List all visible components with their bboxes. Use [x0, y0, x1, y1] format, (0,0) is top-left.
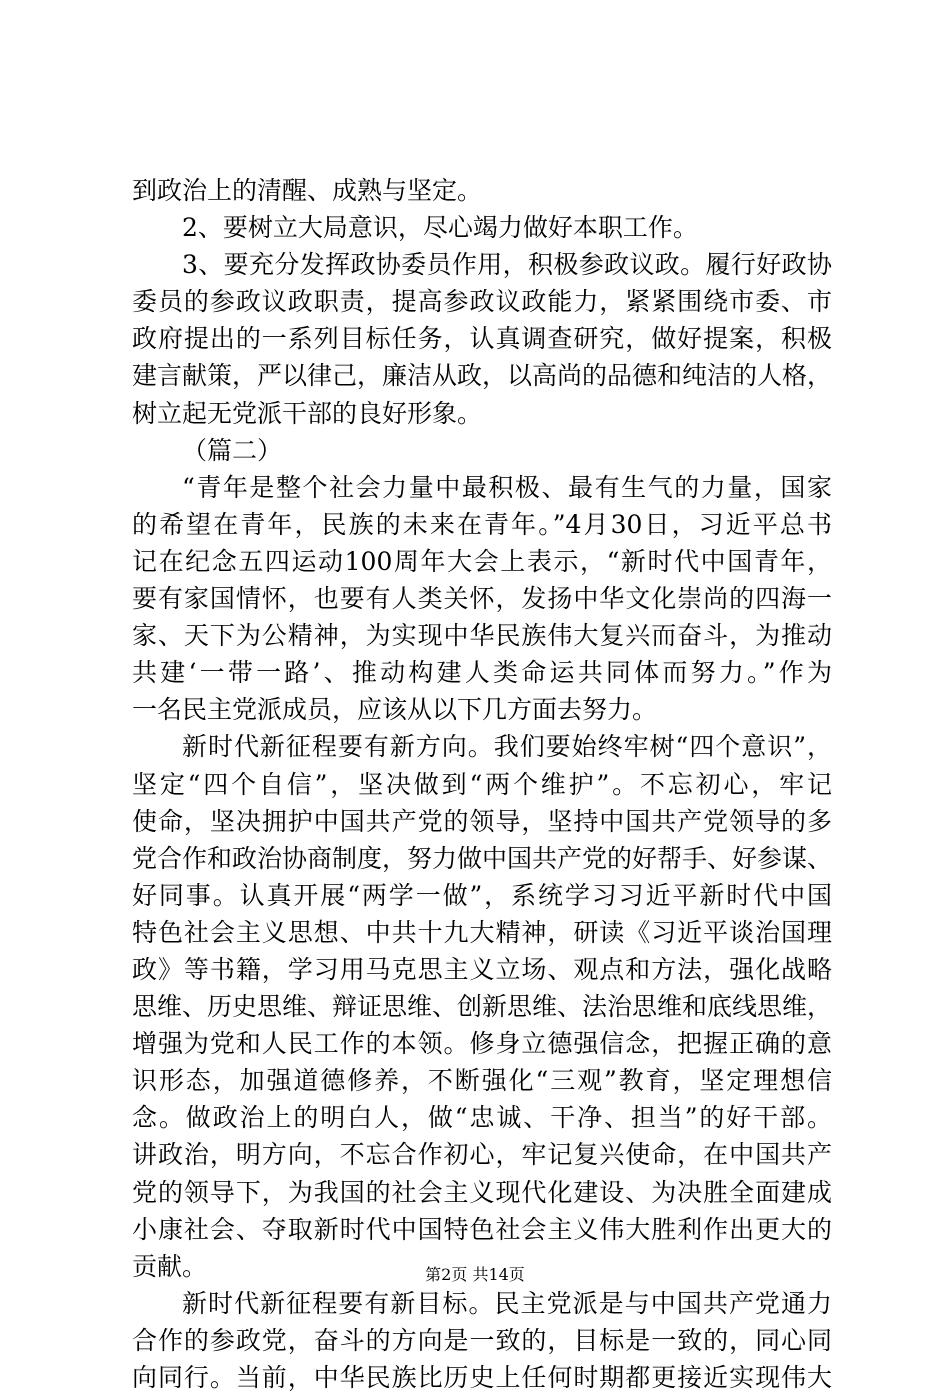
- text-line: 小康社会、夺取新时代中国特色社会主义伟大胜利作出更大的: [132, 1214, 832, 1244]
- document-body: [132, 172, 832, 1396]
- text-line: 讲政治，明方向，不忘合作初心，牢记复兴使命，在中国共产: [132, 1140, 832, 1170]
- text-line: 共建‘一带一路’、推动构建人类命运共同体而努力。”作为: [132, 658, 832, 688]
- text-line: 识形态，加强道德修养，不断强化“三观”教育，坚定理想信: [132, 1066, 832, 1096]
- paragraph-p5: [132, 469, 832, 729]
- text-line: 政府提出的一系列目标任务，认真调查研究，做好提案，积极: [132, 324, 832, 354]
- text-line: 委员的参政议政职责，提高参政议政能力，紧紧围绕市委、市: [132, 287, 832, 317]
- text-line: 一名民主党派成员，应该从以下几方面去努力。: [132, 695, 658, 725]
- paragraph-p7: [132, 1285, 832, 1396]
- text-line: 的希望在青年，民族的未来在青年。”4月30日，习近平总书: [132, 509, 832, 539]
- text-line: 合作的参政党，奋斗的方向是一致的，目标是一致的，同心同: [132, 1325, 832, 1355]
- text-line: 使命，坚决拥护中国共产党的领导，坚持中国共产党领导的多: [132, 806, 832, 836]
- text-line: （篇二）: [182, 435, 283, 465]
- text-line: 2、要树立大局意识，尽心竭力做好本职工作。: [182, 213, 698, 243]
- text-line: “青年是整个社会力量中最积极、最有生气的力量，国家: [182, 472, 832, 502]
- paragraph-p1: [132, 172, 832, 209]
- text-line: 3、要充分发挥政协委员作用，积极参政议政。履行好政协: [182, 250, 832, 280]
- text-line: 党的领导下，为我国的社会主义现代化建设、为决胜全面建成: [132, 1177, 832, 1207]
- text-line: 新时代新征程要有新方向。我们要始终牢树“四个意识”，: [182, 732, 832, 762]
- text-line: 好同事。认真开展“两学一做”，系统学习习近平新时代中国: [132, 880, 832, 910]
- text-line: 建言献策，严以律己，廉洁从政，以高尚的品德和纯洁的人格，: [132, 361, 833, 391]
- text-line: 记在纪念五四运动100周年大会上表示，“新时代中国青年，: [132, 546, 832, 576]
- text-line: 到政治上的清醒、成熟与坚定。: [132, 176, 483, 205]
- text-line: 增强为党和人民工作的本领。修身立德强信念，把握正确的意: [132, 1029, 832, 1059]
- paragraph-p3: [132, 246, 832, 431]
- page-number-footer: 第2页 共14页: [425, 1265, 525, 1284]
- text-line: 树立起无党派干部的良好形象。: [132, 398, 483, 428]
- paragraph-p6: [132, 728, 832, 1284]
- text-line: 党合作和政治协商制度，努力做中国共产党的好帮手、好参谋、: [132, 843, 833, 873]
- text-line: 家、天下为公精神，为实现中华民族伟大复兴而奋斗，为推动: [132, 621, 832, 651]
- text-line: 念。做政治上的明白人，做“忠诚、干净、担当”的好干部。: [132, 1103, 832, 1133]
- text-line: 政》等书籍，学习用马克思主义立场、观点和方法，强化战略: [132, 954, 832, 984]
- text-line: 思维、历史思维、辩证思维、创新思维、法治思维和底线思维，: [132, 992, 833, 1022]
- text-line: 特色社会主义思想、中共十九大精神，研读《习近平谈治国理: [132, 917, 832, 947]
- text-line: 新时代新征程要有新目标。民主党派是与中国共产党通力: [182, 1288, 832, 1318]
- paragraph-p2: [132, 209, 832, 246]
- text-line: 向同行。当前，中华民族比历史上任何时期都更接近实现伟大: [132, 1363, 832, 1392]
- section-heading: [132, 432, 832, 469]
- text-line: 要有家国情怀，也要有人类关怀，发扬中华文化崇尚的四海一: [132, 584, 832, 614]
- text-line: 贡献。: [132, 1251, 208, 1281]
- text-line: 坚定“四个自信”，坚决做到“两个维护”。不忘初心，牢记: [132, 769, 832, 799]
